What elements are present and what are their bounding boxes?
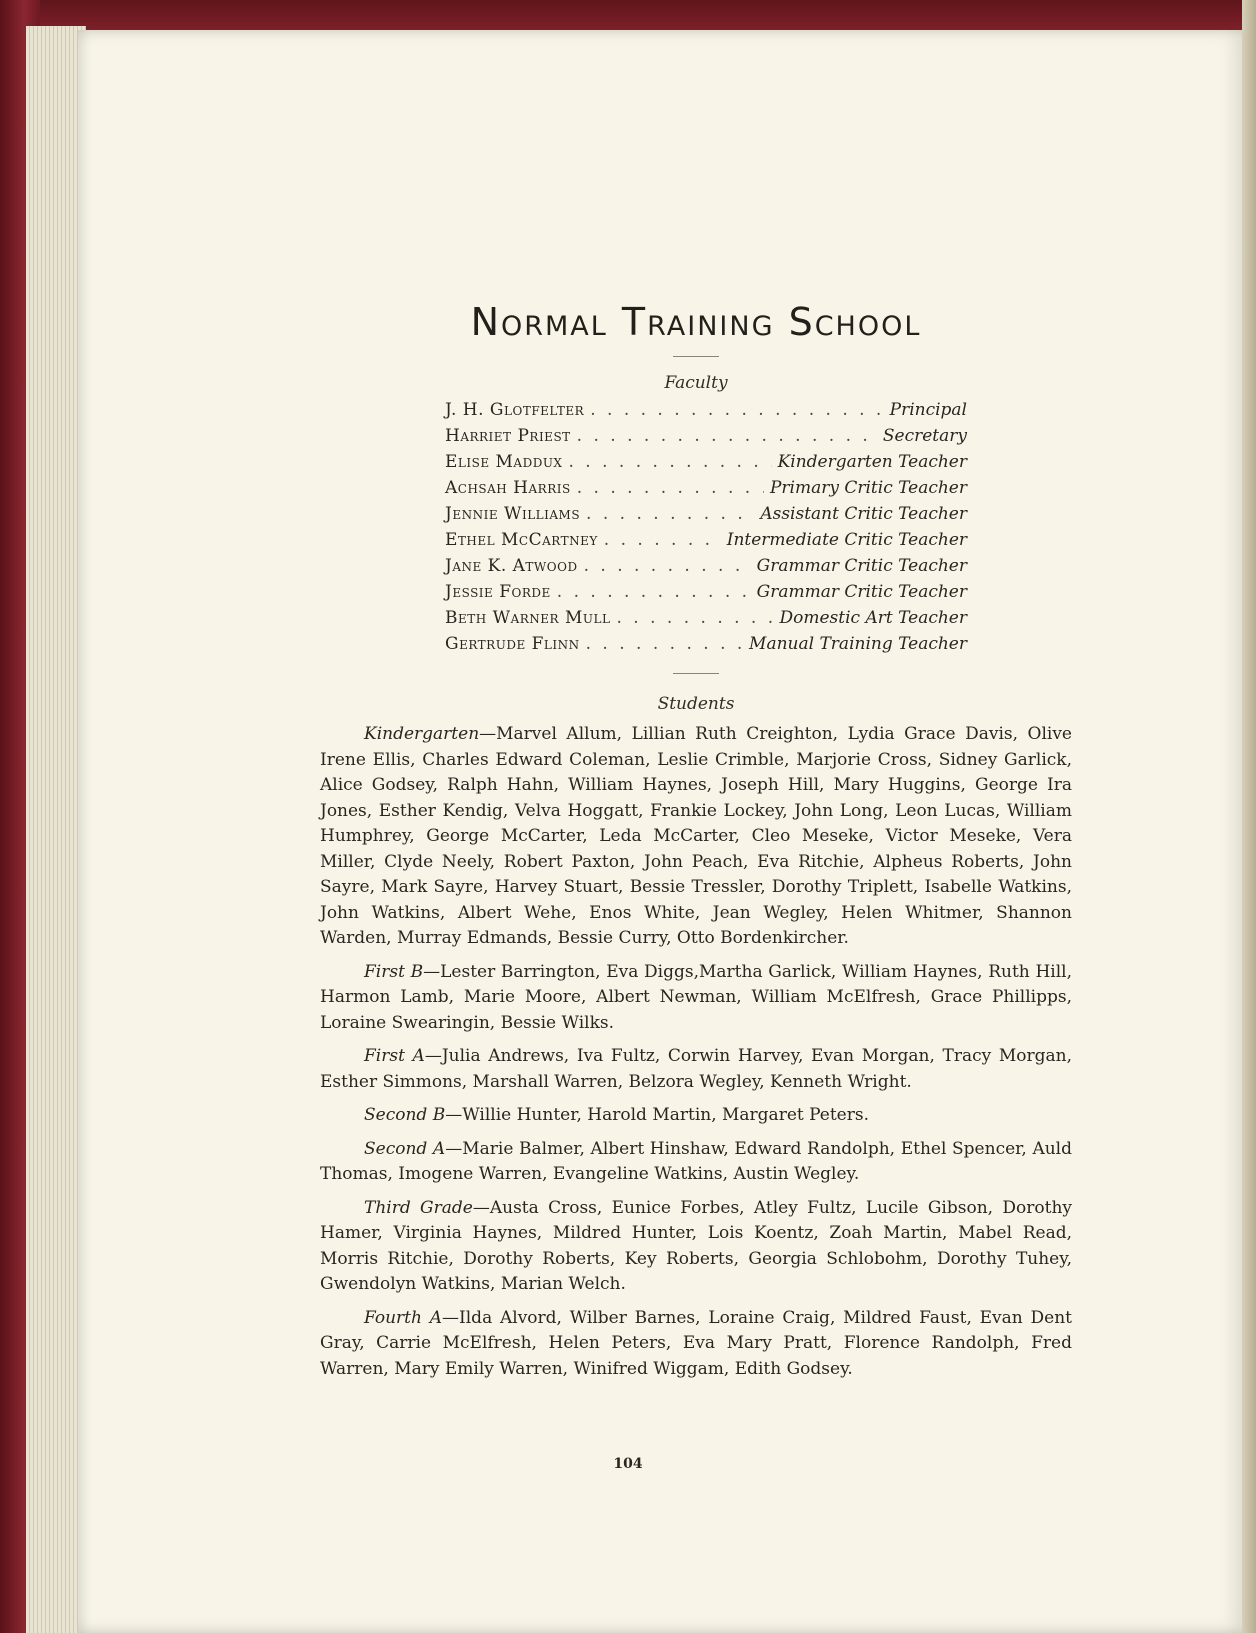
faculty-name: Gertrude Flinn <box>445 634 580 654</box>
student-group <box>320 1306 1072 1383</box>
group-label: Kindergarten <box>364 724 480 744</box>
faculty-role: Intermediate Critic Teacher <box>726 530 967 550</box>
faculty-row <box>445 475 967 501</box>
faculty-name: J. H. Glotfelter <box>445 400 585 420</box>
faculty-list <box>425 397 967 657</box>
book-cover-top <box>0 0 1256 30</box>
student-group <box>320 960 1072 1037</box>
faculty-row <box>445 527 967 553</box>
section-divider <box>673 673 719 674</box>
group-names: —Marvel Allum, Lillian Ruth Creighton, Lydia Grace Davis, Olive Irene Ellis, Charles Edward Coleman, Leslie Crimble, Marjorie Cross, Sidney Garlick, Alice Godsey, Ralph Hahn, William Haynes, Joseph Hill, Mary Huggins, George Ira Jones, Esther Kendig, Velva Hoggatt, Frankie Lockey, John Long, Leon Lucas, William Humphrey, George McCarter, Leda McCarter, Cleo Meseke, Victor Meseke, Vera Miller, Clyde Neely, Robert Paxton, John Peach, Eva Ritchie, Alpheus Roberts, John Sayre, Mark Sayre, Harvey Stuart, Bessie Tressler, Dorothy Triplett, Isabelle Watkins, John Watkins, Albert Wehe, Enos White, Jean Wegley, Helen Whitmer, Shannon Warden, Murray Edmands, Bessie Curry, Otto Bordenkircher. <box>320 724 1072 948</box>
faculty-name: Achsah Harris <box>445 478 571 498</box>
faculty-name: Beth Warner Mull <box>445 608 611 628</box>
group-names: —Willie Hunter, Harold Martin, Margaret Peters. <box>445 1105 869 1125</box>
faculty-role: Assistant Critic Teacher <box>760 504 967 524</box>
page-number: 104 <box>613 1456 643 1472</box>
faculty-heading: Faculty <box>664 373 728 393</box>
group-label: Third Grade <box>364 1197 473 1218</box>
faculty-name: Harriet Priest <box>445 426 571 446</box>
faculty-role: Grammar Critic Teacher <box>756 556 967 576</box>
leader-dots <box>586 631 743 657</box>
faculty-role: Principal <box>889 400 967 420</box>
faculty-name: Jessie Forde <box>445 582 551 602</box>
group-names: —Austa Cross, Eunice Forbes, Atley Fultz, Lucile Gibson, Dorothy Hamer, Virginia Haynes, Mildred Hunter, Lois Koentz, Zoah Martin, Mabel Read, Morris Ritchie, Dorothy Roberts, Key Roberts, Georgia Schlobohm, Dorothy Tuhey, Gwendolyn Watkins, Marian Welch. <box>320 1197 1072 1294</box>
leader-dots <box>586 501 754 527</box>
faculty-role: Secretary <box>882 426 967 446</box>
leader-dots <box>568 449 771 475</box>
faculty-name: Elise Maddux <box>445 452 563 472</box>
student-group <box>320 1044 1072 1095</box>
faculty-row <box>445 501 967 527</box>
faculty-role: Domestic Art Teacher <box>779 608 967 628</box>
student-group <box>320 1103 1072 1129</box>
next-page-edge <box>1242 0 1256 1633</box>
faculty-name: Ethel McCartney <box>445 530 598 550</box>
group-label: First A <box>364 1046 425 1066</box>
page-content <box>320 300 1072 1390</box>
faculty-name: Jane K. Atwood <box>445 556 578 576</box>
group-names: —Ilda Alvord, Wilber Barnes, Loraine Craig, Mildred Faust, Evan Dent Gray, Carrie McElfresh, Helen Peters, Eva Mary Pratt, Florence Randolph, Fred Warren, Mary Emily Warren, Winifred Wiggam, Edith Godsey. <box>320 1307 1072 1379</box>
students-heading: Students <box>657 694 735 714</box>
faculty-row <box>445 579 967 605</box>
faculty-row <box>445 449 967 475</box>
faculty-name: Jennie Williams <box>445 504 581 524</box>
faculty-row <box>445 397 967 423</box>
faculty-row <box>445 553 967 579</box>
students-list <box>320 722 1072 1382</box>
student-group <box>320 1196 1072 1298</box>
faculty-role: Grammar Critic Teacher <box>756 582 967 602</box>
faculty-role: Kindergarten Teacher <box>777 452 967 472</box>
group-names: —Lester Barrington, Eva Diggs,Martha Garlick, William Haynes, Ruth Hill, Harmon Lamb, Marie Moore, Albert Newman, William McElfresh, Grace Phillipps, Loraine Swearingin, Bessie Wilks. <box>320 961 1073 1033</box>
group-label: First B <box>364 961 424 982</box>
group-label: Fourth A <box>364 1307 443 1328</box>
leader-dots <box>557 579 751 605</box>
faculty-role: Primary Critic Teacher <box>769 478 967 498</box>
leader-dots <box>577 423 877 449</box>
faculty-row <box>445 631 967 657</box>
leader-dots <box>577 475 764 501</box>
group-names: —Julia Andrews, Iva Fultz, Corwin Harvey, Evan Morgan, Tracy Morgan, Esther Simmons, Marshall Warren, Belzora Wegley, Kenneth Wright. <box>320 1046 1072 1092</box>
page-title: Normal Training School <box>470 300 922 344</box>
group-label: Second A <box>364 1138 446 1159</box>
student-group <box>320 1137 1072 1188</box>
group-names: —Marie Balmer, Albert Hinshaw, Edward Randolph, Ethel Spencer, Auld Thomas, Imogene Warren, Evangeline Watkins, Austin Wegley. <box>320 1138 1072 1184</box>
faculty-row <box>445 605 967 631</box>
faculty-row <box>445 423 967 449</box>
leader-dots <box>584 553 751 579</box>
leader-dots <box>616 605 773 631</box>
page-stack-edge <box>26 26 86 1633</box>
group-label: Second B <box>364 1105 446 1125</box>
faculty-role: Manual Training Teacher <box>749 634 967 654</box>
leader-dots <box>604 527 721 553</box>
student-group <box>320 722 1072 952</box>
title-divider <box>673 356 719 357</box>
leader-dots <box>590 397 883 423</box>
